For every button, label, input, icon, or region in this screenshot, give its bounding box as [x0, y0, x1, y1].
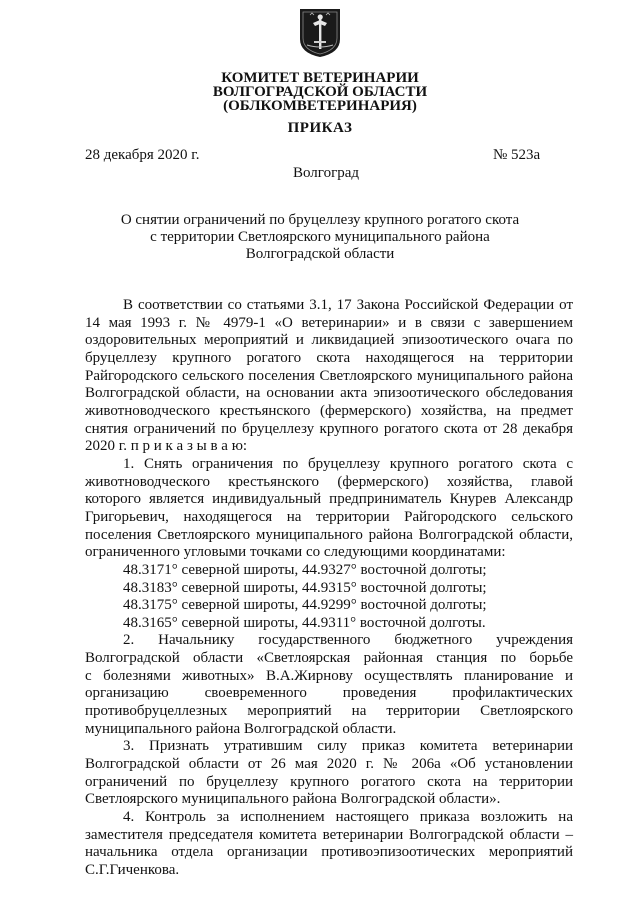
body-line: снятия ограничений по бруцеллезу крупного рогатого скота от 28 декабря — [85, 420, 573, 437]
body-line: заместителя председателя комитета ветеринарии Волгоградской области – — [85, 826, 573, 843]
body-line: начальника отдела организации противоэпизоотических мероприятий — [85, 844, 573, 861]
document-city: Волгоград — [293, 165, 360, 181]
document-subject — [0, 212, 640, 263]
body-line: Райгородского сельского поселения Светлоярского муниципального района — [85, 367, 573, 384]
body-line: 4. Контроль за исполнением настоящего приказа возложить на — [123, 809, 573, 826]
body-line: 2. Начальнику государственного бюджетного учреждения — [123, 632, 573, 649]
body-line: муниципального района Волгоградской области. — [85, 720, 397, 737]
body-line: противобруцеллезных мероприятий на территории Светлоярского — [85, 703, 573, 720]
org-name-line-1: КОМИТЕТ ВЕТЕРИНАРИИ — [221, 70, 419, 86]
body-line: оздоровительных мероприятий и ликвидацией эпизоотического очага по — [85, 332, 573, 349]
body-line: Волгоградской области от 26 мая 2020 г. № 206а «Об установлении — [85, 756, 573, 773]
coordinate-line: 48.3183° северной широты, 44.9315° восточной долготы; — [123, 579, 487, 596]
body-line: Григорьевич, находящегося на территории Райгородского сельского — [85, 508, 573, 525]
body-line: Волгоградской области, на основании акта эпизоотического обследования — [85, 385, 573, 402]
coordinate-line: 48.3165° северной широты, 44.9311° восточной долготы. — [123, 614, 486, 631]
body-line: С.Г.Гиченкова. — [85, 862, 180, 878]
org-name-line-2: ВОЛГОГРАДСКОЙ ОБЛАСТИ — [212, 84, 428, 100]
document-type: ПРИКАЗ — [287, 120, 353, 136]
coordinate-line: 48.3175° северной широты, 44.9299° восточной долготы; — [123, 597, 487, 614]
body-line: В соответствии со статьями 3.1, 17 Закона Российской Федерации от — [123, 297, 573, 313]
document-body — [85, 297, 573, 880]
body-line: поселения Светлоярского муниципального района Волгоградской области, — [85, 526, 573, 543]
body-line: 2020 г. п р и к а з ы в а ю: — [85, 438, 248, 455]
coat-of-arms-icon — [298, 7, 342, 59]
body-line: ограничений по бруцеллезу крупного рогатого скота на территории — [85, 773, 573, 790]
body-line: ограниченного угловыми точками со следующими координатами: — [85, 544, 506, 561]
org-name-line-3: (ОБЛКОМВЕТЕРИНАРИЯ) — [223, 98, 417, 114]
subject-line: Волгоградской области — [245, 246, 395, 262]
body-line: с болезнями животных» В.А.Жирнову осуществлять планирование и — [85, 667, 573, 684]
coordinate-line: 48.3171° северной широты, 44.9327° восточной долготы; — [123, 561, 487, 578]
document-number: № 523а — [493, 147, 541, 163]
subject-line: с территории Светлоярского муниципального района — [150, 229, 490, 245]
body-line: животноводческого крестьянского (фермерского) хозяйства, главой — [85, 473, 573, 490]
body-line: бруцеллезу крупного рогатого скота находящегося на территории — [85, 349, 573, 366]
body-line: Светлоярского муниципального района Волгоградской области». — [85, 791, 501, 808]
body-line: которого является индивидуальный предприниматель Кнурев Александр — [85, 491, 573, 508]
subject-line: О снятии ограничений по бруцеллезу крупного рогатого скота — [120, 212, 520, 228]
body-line: Волгоградской области «Светлоярская районная станция по борьбе — [85, 650, 573, 667]
body-line: организацию своевременного проведения профилактических — [85, 685, 573, 702]
body-line: 14 мая 1993 г. № 4979-1 «О ветеринарии» и в связи с завершением — [85, 314, 573, 331]
body-line: животноводческого крестьянского (фермерского) хозяйства, на предмет — [85, 402, 573, 419]
body-line: 3. Признать утратившим силу приказ комитета ветеринарии — [123, 738, 573, 755]
body-line: 1. Снять ограничения по бруцеллезу крупного рогатого скота с — [123, 455, 573, 472]
document-date: 28 декабря 2020 г. — [85, 147, 200, 163]
